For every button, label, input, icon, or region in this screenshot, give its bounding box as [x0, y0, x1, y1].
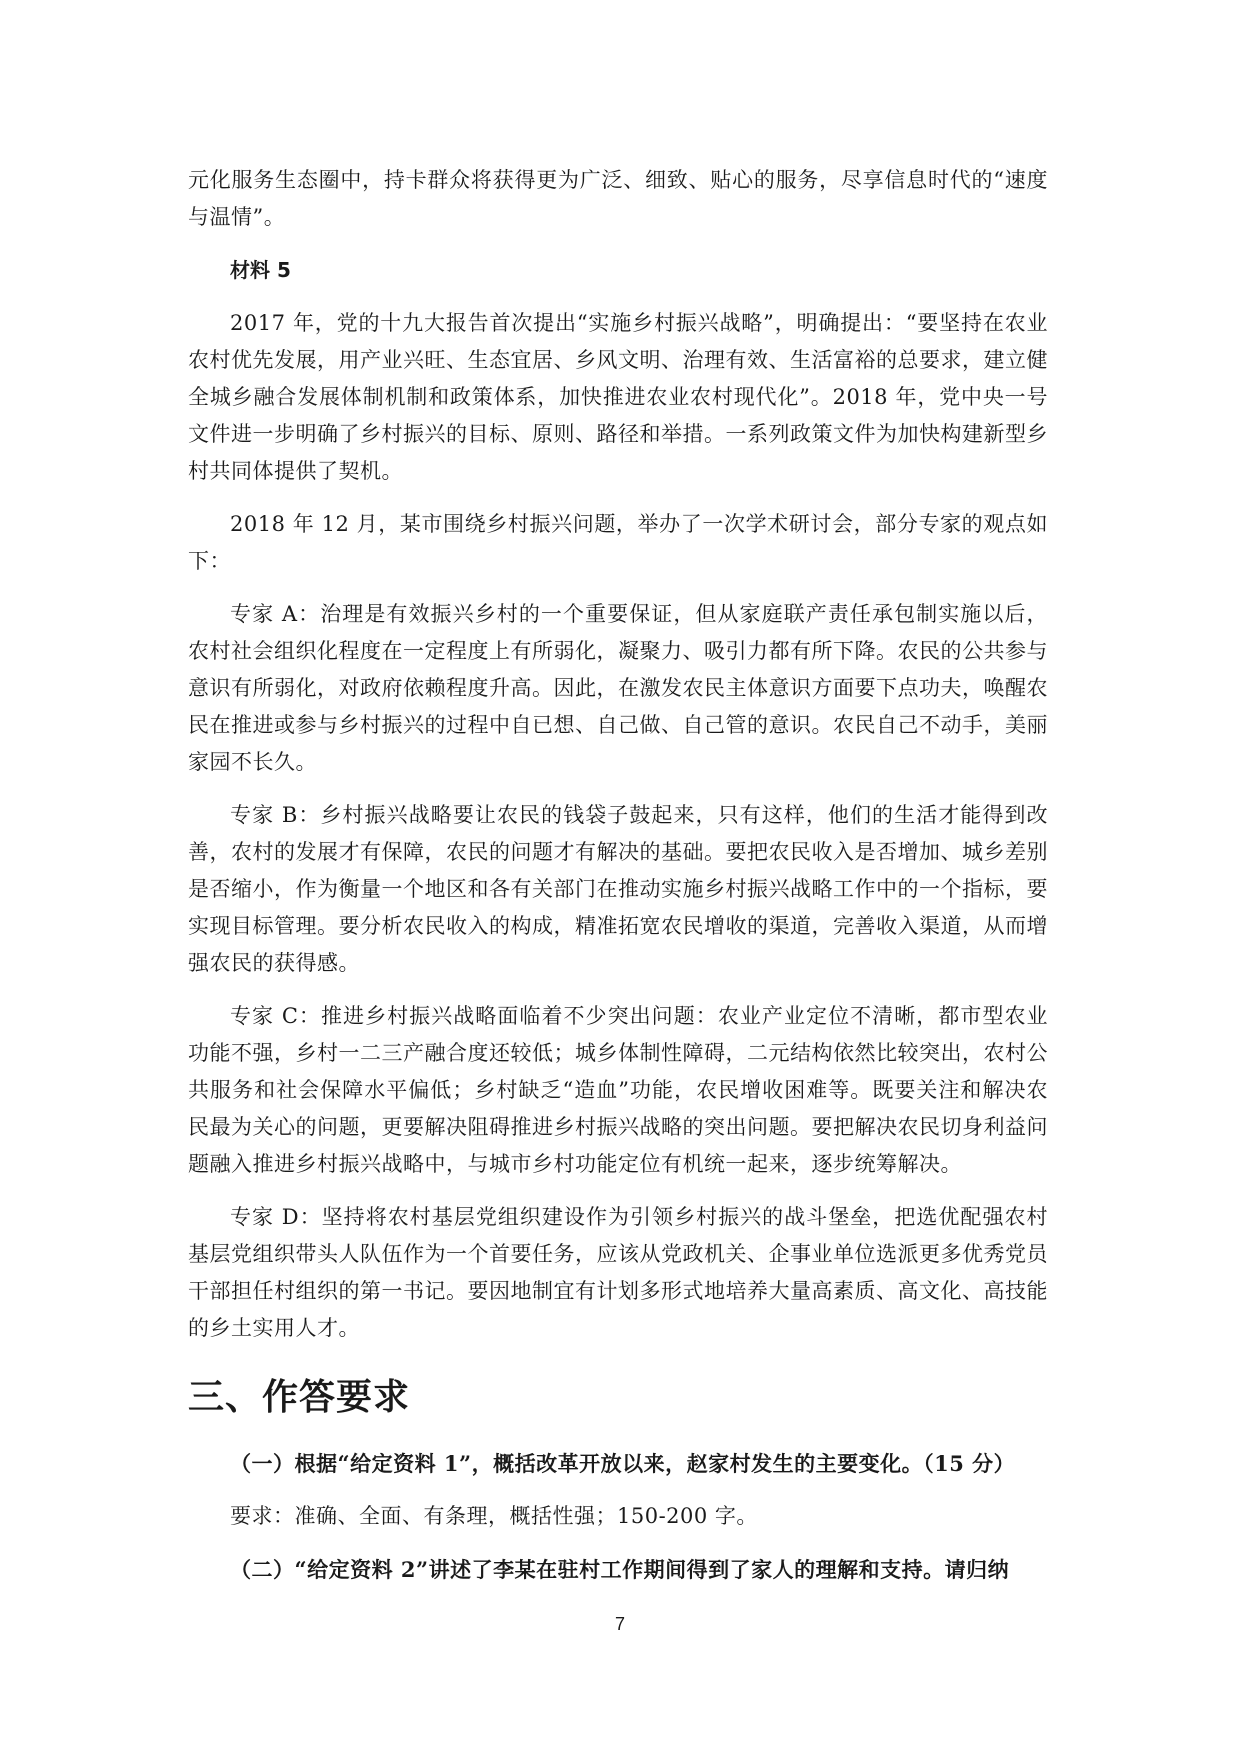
question-1: （一）根据“给定资料 1”，概括改革开放以来，赵家村发生的主要变化。（15 分）	[230, 1451, 1016, 1476]
page-content	[188, 162, 1048, 1604]
material-5-paragraph-1: 2017 年，党的十九大报告首次提出“实施乡村振兴战略”，明确提出：“要坚持在农业农村优先发展，用产业兴旺、生态宜居、乡风文明、治理有效、生活富裕的总要求，建立健全城乡融合发展体制机制和政策体系，加快推进农业农村现代化”。2018 年，党中央一号文件进一步明确了乡村振兴的目标、原则、路径和举措。一系列政策文件为加快构建新型乡村共同体提供了契机。	[188, 311, 1048, 483]
material-5-title: 材料 5	[230, 258, 291, 282]
continuation-paragraph: 元化服务生态圈中，持卡群众将获得更为广泛、细致、贴心的服务，尽享信息时代的“速度与温情”。	[188, 168, 1048, 229]
expert-c-paragraph: 专家 C：推进乡村振兴战略面临着不少突出问题：农业产业定位不清晰，都市型农业功能不强，乡村一二三产融合度还较低；城乡体制性障碍，二元结构依然比较突出，农村公共服务和社会保障水平偏低；乡村缺乏“造血”功能，农民增收困难等。既要关注和解决农民最为关心的问题，更要解决阻碍推进乡村振兴战略的突出问题。要把解决农民切身利益问题融入推进乡村振兴战略中，与城市乡村功能定位有机统一起来，逐步统筹解决。	[188, 1004, 1048, 1176]
section-heading-answer-requirements: 三、作答要求	[188, 1377, 411, 1418]
page-number: 7	[614, 1614, 625, 1634]
expert-a-paragraph: 专家 A：治理是有效振兴乡村的一个重要保证，但从家庭联产责任承包制实施以后，农村社会组织化程度在一定程度上有所弱化，凝聚力、吸引力都有所下降。农民的公共参与意识有所弱化，对政府依赖程度升高。因此，在激发农民主体意识方面要下点功夫，唤醒农民在推进或参与乡村振兴的过程中自已想、自己做、自己管的意识。农民自己不动手，美丽家园不长久。	[188, 602, 1048, 774]
question-1-requirements: 要求：准确、全面、有条理，概括性强；150-200 字。	[230, 1504, 758, 1528]
expert-b-paragraph: 专家 B：乡村振兴战略要让农民的钱袋子鼓起来，只有这样，他们的生活才能得到改善，农村的发展才有保障，农民的问题才有解决的基础。要把农民收入是否增加、城乡差别是否缩小，作为衡量一个地区和各有关部门在推动实施乡村振兴战略工作中的一个指标，要实现目标管理。要分析农民收入的构成，精准拓宽农民增收的渠道，完善收入渠道，从而增强农民的获得感。	[188, 803, 1048, 975]
question-2: （二）“给定资料 2”讲述了李某在驻村工作期间得到了家人的理解和支持。请归纳	[230, 1557, 1010, 1582]
material-5-paragraph-2: 2018 年 12 月，某市围绕乡村振兴问题，举办了一次学术研讨会，部分专家的观点如下：	[188, 512, 1048, 573]
expert-d-paragraph: 专家 D：坚持将农村基层党组织建设作为引领乡村振兴的战斗堡垒，把选优配强农村基层党组织带头人队伍作为一个首要任务，应该从党政机关、企事业单位选派更多优秀党员干部担任村组织的第一书记。要因地制宜有计划多形式地培养大量高素质、高文化、高技能的乡土实用人才。	[188, 1205, 1048, 1340]
